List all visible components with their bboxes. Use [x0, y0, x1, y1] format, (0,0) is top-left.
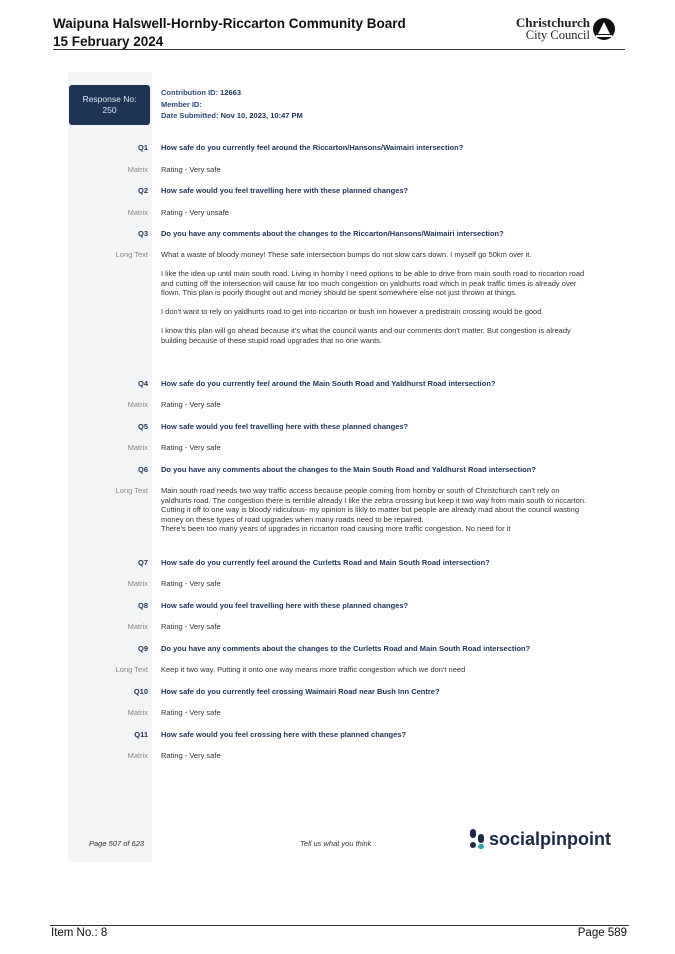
footer-divider [50, 925, 629, 926]
socialpinpoint-icon [469, 829, 485, 849]
header-board-name: Waipuna Halswell-Hornby-Riccarton Community Board [53, 16, 406, 31]
answer-text: Rating - Very safe [161, 443, 221, 452]
response-badge [69, 85, 150, 125]
answer-type: Matrix [127, 708, 148, 717]
christchurch-logo [514, 16, 622, 46]
question-number: Q6 [137, 465, 148, 474]
question-text: Do you have any comments about the changes to the Riccarton/Hansons/Waimairi intersection? [161, 229, 504, 238]
document-header-title [53, 15, 406, 51]
answer-paragraph: I like the idea up until main south road. Living in hornby I need options to be able to drive from main south road to riccarton road and cutting off the intersection will cause far too much congestion on yaldhurts road which in peak traffic times is already over flown. This plan is poorly thought out and money should be spent somewhere else not just thrown at things. [161, 269, 585, 298]
contribution-label: Contribution ID: [161, 88, 219, 97]
question-number: Q8 [137, 601, 148, 610]
answer-text: Rating - Very safe [161, 751, 221, 760]
answer-type: Matrix [127, 208, 148, 217]
question-text: How safe do you currently feel around the Riccarton/Hansons/Waimairi intersection? [161, 143, 464, 152]
item-number: Item No.: 8 [51, 927, 108, 939]
question-text: Do you have any comments about the changes to the Curletts Road and Main South Road intersection? [161, 644, 531, 653]
question-text: How safe would you feel crossing here with these planned changes? [161, 730, 407, 739]
header-date: 15 February 2024 [53, 34, 164, 49]
answer-type: Matrix [127, 579, 148, 588]
council-emblem-icon [592, 17, 616, 41]
answer-text: Rating - Very safe [161, 622, 221, 631]
question-number: Q2 [137, 186, 148, 195]
answer-paragraph: What a waste of bloody money! These safe intersection bumps do not slow cars down. I myself go 50km over it. [161, 250, 532, 259]
date-value: Nov 10, 2023, 10:47 PM [220, 111, 303, 120]
answer-type: Matrix [127, 622, 148, 631]
agenda-page-number: Page 589 [577, 927, 627, 939]
answer-text: Rating - Very safe [161, 165, 221, 174]
date-label: Date Submitted: [161, 111, 219, 120]
answer-text: Keep it two way. Putting it onto one way means more traffic congestion which we don't need [161, 665, 466, 674]
question-text: How safe would you feel travelling here with these planned changes? [161, 422, 409, 431]
answer-type: Long Text [115, 486, 148, 495]
question-number: Q4 [137, 379, 148, 388]
answer-paragraph: I don't want to rely on yaldhurts road to get into riccarton or bush inn however a predistrain crossing would be good. [161, 307, 544, 317]
answer-text: Rating - Very safe [161, 708, 221, 717]
answer-text: Rating - Very safe [161, 579, 221, 588]
answer-paragraph: I know this plan will go ahead because it's what the council wants and our comments don't matter. But congestion is already building because of these stupid road upgrades that no one wants. [161, 326, 571, 346]
response-meta [161, 87, 303, 122]
footer-tagline: Tell us what you think [300, 839, 372, 848]
answer-type: Matrix [127, 165, 148, 174]
question-text: How safe do you currently feel around the Curletts Road and Main South Road intersection? [161, 558, 490, 567]
question-text: How safe do you currently feel crossing Waimairi Road near Bush Inn Centre? [161, 687, 440, 696]
question-number: Q3 [137, 229, 148, 238]
answer-text: Rating - Very safe [161, 400, 221, 409]
member-label: Member ID: [161, 99, 202, 109]
answer-text [161, 250, 591, 355]
question-text: How safe would you feel travelling here with these planned changes? [161, 186, 409, 195]
answer-type: Matrix [127, 751, 148, 760]
response-badge-label: Response No: [82, 94, 137, 104]
question-number: Q9 [137, 644, 148, 653]
question-number: Q5 [137, 422, 148, 431]
logo-line1: Christchurch [515, 15, 590, 30]
answer-type: Long Text [115, 250, 148, 259]
question-text: How safe would you feel travelling here with these planned changes? [161, 601, 409, 610]
answer-paragraph: Main south road needs two way traffic access because people coming from hornby or south of Christchurch can't rely on yaldhurts road. The congestion there is terrible already I like the zebra crossing but keep it two way from main south to riccarton. Cutting it off to one way is bloody ridiculous- my opinion is likly to matter but people are already mad about the council wasting money on these types of road upgrades when many roads need to be repaired. [161, 486, 587, 524]
contribution-value: 12663 [220, 88, 242, 97]
logo-line2: City Council [525, 28, 590, 42]
answer-text [161, 486, 591, 534]
question-number: Q11 [134, 730, 148, 739]
header-divider [53, 49, 625, 50]
answer-type: Matrix [127, 443, 148, 452]
question-text: Do you have any comments about the changes to the Main South Road and Yaldhurst Road intersection? [161, 465, 536, 474]
question-number: Q1 [137, 143, 148, 152]
answer-paragraph: There's been too many years of upgrades in riccarton road causing more traffic congestion. No need for it [161, 524, 511, 534]
response-page [68, 72, 612, 862]
socialpinpoint-wordmark: socialpinpoint [489, 829, 612, 849]
answer-type: Long Text [115, 665, 148, 674]
answer-type: Matrix [127, 400, 148, 409]
question-text: How safe do you currently feel around the Main South Road and Yaldhurst Road intersection? [161, 379, 496, 388]
page-counter: Page 507 of 623 [89, 839, 145, 848]
question-number: Q10 [133, 687, 148, 696]
response-badge-value: 250 [102, 105, 117, 115]
question-number: Q7 [137, 558, 148, 567]
answer-text: Rating - Very unsafe [161, 208, 229, 217]
